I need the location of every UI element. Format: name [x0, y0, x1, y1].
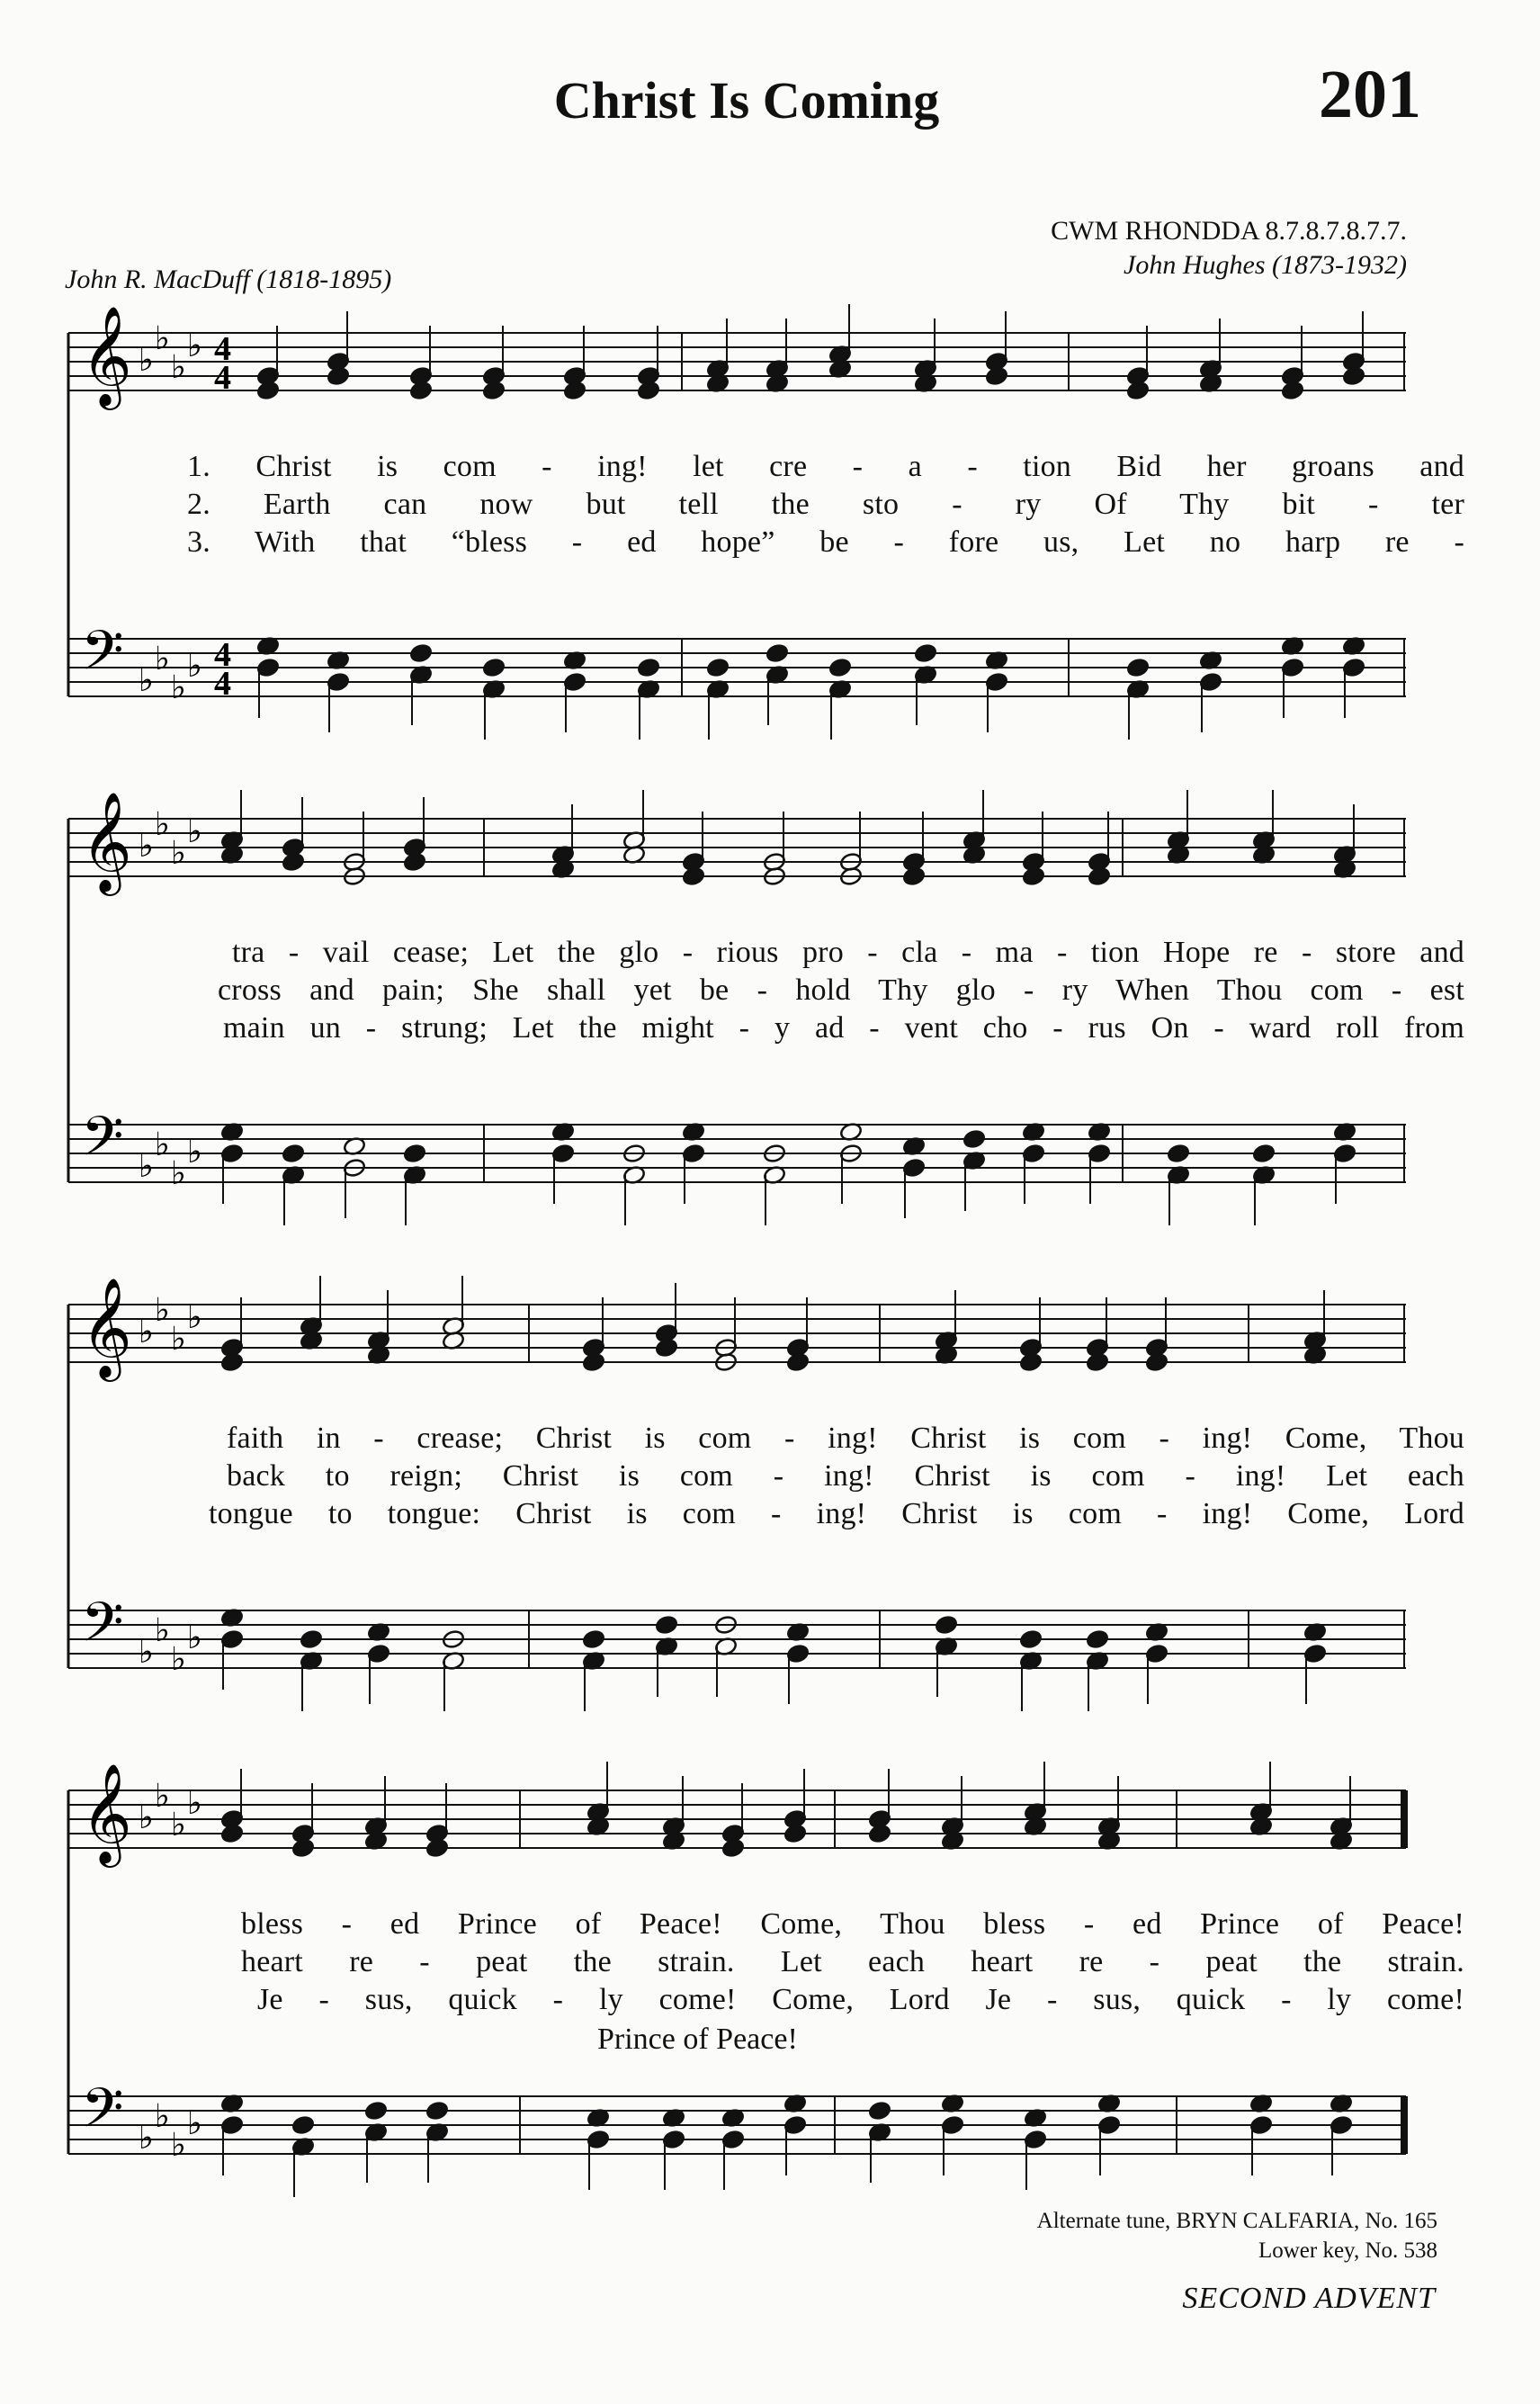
- flat-icon: ♭: [171, 2127, 186, 2164]
- flat-icon: ♭: [187, 648, 202, 685]
- notehead: [403, 1144, 426, 1164]
- notehead: [1086, 1352, 1109, 1373]
- notehead: [935, 1615, 958, 1636]
- flat-icon: ♭: [171, 1641, 186, 1678]
- flat-icon: ♭: [171, 1155, 186, 1192]
- notehead: [1019, 1352, 1043, 1373]
- notehead: [582, 1629, 605, 1650]
- notehead: [706, 658, 730, 678]
- bass-clef-icon: 𝄢: [81, 2077, 124, 2154]
- notehead: [1019, 1629, 1043, 1650]
- author-credit: John R. MacDuff (1818-1895): [65, 265, 392, 294]
- notehead: [482, 658, 506, 678]
- flat-icon: ♭: [155, 320, 170, 357]
- notehead: [409, 381, 433, 401]
- notehead: [282, 1144, 305, 1164]
- music-system-3: [61, 1269, 1464, 1736]
- flat-icon: ♭: [187, 1134, 202, 1171]
- lyric-verse-2: heart re - peat the strain. Let each heart re - peat the strain.: [241, 1945, 1464, 1978]
- bass-clef-icon: 𝄢: [81, 1591, 124, 1668]
- flat-icon: ♭: [139, 828, 154, 865]
- hymn-number: 201: [1319, 57, 1421, 132]
- notehead: [482, 381, 506, 401]
- notehead: [403, 852, 426, 873]
- flat-icon: ♭: [187, 1619, 202, 1656]
- lyric-verse-2: 2. Earth can now but tell the sto - ry Of Thy bit - ter: [187, 488, 1464, 521]
- notehead: [1342, 366, 1365, 387]
- lyric-verse-1: tra - vail cease; Let the glo - rious pro - cla - ma - tion Hope re - store and: [232, 936, 1464, 969]
- notehead: [220, 1824, 244, 1844]
- notehead: [828, 658, 852, 678]
- lyric-verse-3: Je - sus, quick - ly come! Come, Lord Je - sus, quick - ly come!: [257, 1983, 1464, 2016]
- notehead: [563, 381, 586, 401]
- notehead: [425, 1838, 449, 1859]
- flat-icon: ♭: [155, 1292, 170, 1329]
- notehead: [902, 866, 926, 887]
- flat-icon: ♭: [171, 835, 186, 872]
- notehead: [220, 1352, 244, 1373]
- bass-clef-icon: 𝄢: [81, 619, 124, 696]
- lyric-verse-1: bless - ed Prince of Peace! Come, Thou bless - ed Prince of Peace!: [241, 1907, 1464, 1941]
- treble-clef-icon: 𝄞: [81, 791, 132, 892]
- flat-icon: ♭: [139, 1148, 154, 1185]
- notehead: [425, 2101, 449, 2121]
- notehead: [962, 1129, 986, 1150]
- treble-clef-icon: 𝄞: [81, 1763, 132, 1863]
- notehead: [786, 1352, 810, 1373]
- composer-credit: John Hughes (1873-1932): [1124, 250, 1407, 280]
- music-system-2: [61, 783, 1464, 1251]
- flat-icon: ♭: [155, 1126, 170, 1163]
- time-signature: 4: [214, 330, 231, 368]
- notehead: [1126, 381, 1150, 401]
- flat-icon: ♭: [187, 2105, 202, 2142]
- flat-icon: ♭: [187, 1299, 202, 1336]
- lyric-verse-3: main un - strung; Let the might - y ad - vent cho - rus On - ward roll from: [223, 1011, 1464, 1045]
- notehead: [582, 1352, 605, 1373]
- flat-icon: ♭: [139, 1634, 154, 1671]
- time-signature: 4: [214, 636, 231, 674]
- music-system-1: [61, 297, 1464, 765]
- lyric-verse-1: faith in - crease; Christ is com - ing! Christ is com - ing! Come, Thou: [227, 1422, 1464, 1455]
- notehead: [1126, 658, 1150, 678]
- notehead: [256, 381, 280, 401]
- notehead: [868, 1824, 891, 1844]
- lyric-verse-1: 1. Christ is com - ing! let cre - a - tion Bid her groans and: [187, 450, 1464, 483]
- notehead: [637, 381, 660, 401]
- notehead: [914, 643, 937, 664]
- notehead: [291, 1838, 315, 1859]
- flat-icon: ♭: [139, 1799, 154, 1836]
- lower-key-note: Lower key, No. 538: [1258, 2238, 1437, 2263]
- flat-icon: ♭: [155, 2098, 170, 2135]
- tune-name: CWM RHONDDA 8.7.8.7.8.7.7.: [1051, 216, 1407, 246]
- flat-icon: ♭: [139, 1314, 154, 1350]
- lyric-extra: Prince of Peace!: [597, 2023, 798, 2056]
- lyric-verse-2: cross and pain; She shall yet be - hold Thy glo - ry When Thou com - est: [218, 973, 1464, 1007]
- notehead: [655, 1338, 678, 1359]
- treble-clef-icon: 𝄞: [81, 1277, 132, 1377]
- notehead: [1167, 1144, 1190, 1164]
- notehead: [300, 1629, 323, 1650]
- notehead: [1281, 381, 1304, 401]
- flat-icon: ♭: [139, 662, 154, 699]
- treble-clef-icon: 𝄞: [81, 305, 132, 406]
- lyric-verse-2: back to reign; Christ is com - ing! Christ is com - ing! Let each: [227, 1459, 1464, 1493]
- notehead: [282, 852, 305, 873]
- notehead: [1088, 866, 1111, 887]
- flat-icon: ♭: [171, 1321, 186, 1358]
- notehead: [1252, 1144, 1276, 1164]
- notehead: [364, 2101, 388, 2121]
- notehead: [637, 658, 660, 678]
- lyric-verse-3: 3. With that “bless - ed hope” be - fore us, Let no harp re -: [187, 525, 1464, 559]
- notehead: [1086, 1629, 1109, 1650]
- lyric-verse-3: tongue to tongue: Christ is com - ing! Christ is com - ing! Come, Lord: [209, 1497, 1464, 1530]
- notehead: [291, 2115, 315, 2136]
- flat-icon: ♭: [171, 1807, 186, 1843]
- notehead: [327, 366, 350, 387]
- hymn-category: SECOND ADVENT: [1182, 2282, 1436, 2315]
- notehead: [1145, 1352, 1168, 1373]
- flat-icon: ♭: [155, 641, 170, 677]
- notehead: [868, 2101, 891, 2121]
- flat-icon: ♭: [171, 669, 186, 706]
- notehead: [766, 643, 789, 664]
- flat-icon: ♭: [139, 342, 154, 379]
- notehead: [783, 1824, 807, 1844]
- flat-icon: ♭: [171, 349, 186, 386]
- notehead: [985, 366, 1008, 387]
- flat-icon: ♭: [155, 1778, 170, 1815]
- flat-icon: ♭: [139, 2120, 154, 2157]
- alternate-tune-note: Alternate tune, BRYN CALFARIA, No. 165: [1036, 2209, 1437, 2233]
- flat-icon: ♭: [187, 327, 202, 364]
- notehead: [655, 1615, 678, 1636]
- notehead: [721, 1838, 745, 1859]
- flat-icon: ♭: [155, 1612, 170, 1649]
- hymn-title: Christ Is Coming: [553, 71, 940, 130]
- flat-icon: ♭: [155, 806, 170, 843]
- notehead: [409, 643, 433, 664]
- time-signature: 4: [214, 359, 231, 397]
- flat-icon: ♭: [187, 813, 202, 850]
- notehead: [682, 866, 705, 887]
- notehead: [1022, 866, 1045, 887]
- time-signature: 4: [214, 665, 231, 703]
- bass-clef-icon: 𝄢: [81, 1105, 124, 1182]
- flat-icon: ♭: [187, 1785, 202, 1822]
- music-system-4: [61, 1754, 1464, 2222]
